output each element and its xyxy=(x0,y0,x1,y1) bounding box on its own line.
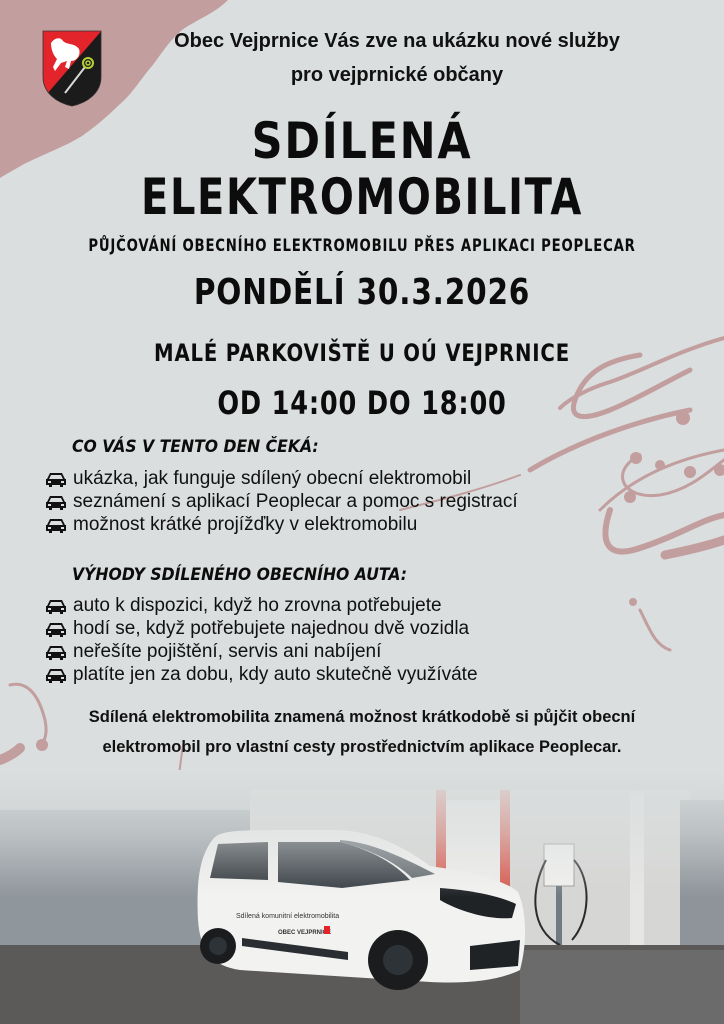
list-item xyxy=(45,640,478,663)
subtitle: PŮJČOVÁNÍ OBECNÍHO ELEKTROMOBILU PŘES APLIKACI PEOPLECAR xyxy=(88,236,636,256)
section-heading-benefits: VÝHODY SDÍLENÉHO OBECNÍHO AUTA: xyxy=(72,565,407,585)
list-item xyxy=(45,490,518,513)
benefits-list xyxy=(45,594,478,686)
section-heading-program: CO VÁS V TENTO DEN ČEKÁ: xyxy=(72,437,319,457)
list-item xyxy=(45,467,518,490)
car-icon xyxy=(45,667,67,683)
list-item xyxy=(45,513,518,536)
car-icon xyxy=(45,621,67,637)
list-item-text: seznámení s aplikací Peoplecar a pomoc s registrací xyxy=(73,490,518,512)
car-icon xyxy=(45,598,67,614)
car-icon xyxy=(45,517,67,533)
car-icon xyxy=(45,644,67,660)
event-date: PONDĚLÍ 30.3.2026 xyxy=(193,272,531,313)
village-crest-logo xyxy=(41,29,103,107)
list-item-text: platíte jen za dobu, kdy auto skutečně využíváte xyxy=(73,663,478,685)
list-item xyxy=(45,663,478,686)
title-line-2: ELEKTROMOBILITA xyxy=(141,168,583,226)
summary-line-1: Sdílená elektromobilita znamená možnost krátkodobě si půjčit obecní xyxy=(88,708,636,726)
title-line-1: SDÍLENÁ xyxy=(251,112,473,170)
car-icon xyxy=(45,471,67,487)
list-item xyxy=(45,617,478,640)
list-item-text: auto k dispozici, když ho zrovna potřebujete xyxy=(73,594,442,616)
car-icon xyxy=(45,494,67,510)
intro-audience: pro vejprnické občany xyxy=(290,64,504,86)
list-item xyxy=(45,594,478,617)
list-item-text: neřešíte pojištění, servis ani nabíjení xyxy=(73,640,382,662)
event-place: MALÉ PARKOVIŠTĚ U OÚ VEJPRNICE xyxy=(154,339,570,367)
summary-line-2: elektromobil pro vlastní cesty prostřednictvím aplikace Peoplecar. xyxy=(102,738,622,756)
program-list xyxy=(45,467,518,536)
intro-invitation: Obec Vejprnice Vás zve na ukázku nové služby xyxy=(174,30,620,52)
electric-car-photo xyxy=(0,770,724,1024)
list-item-text: ukázka, jak funguje sdílený obecní elektromobil xyxy=(73,467,472,489)
list-item-text: možnost krátké projížďky v elektromobilu xyxy=(73,513,418,535)
list-item-text: hodí se, když potřebujete najednou dvě vozidla xyxy=(73,617,470,639)
event-time: OD 14:00 DO 18:00 xyxy=(217,384,507,422)
